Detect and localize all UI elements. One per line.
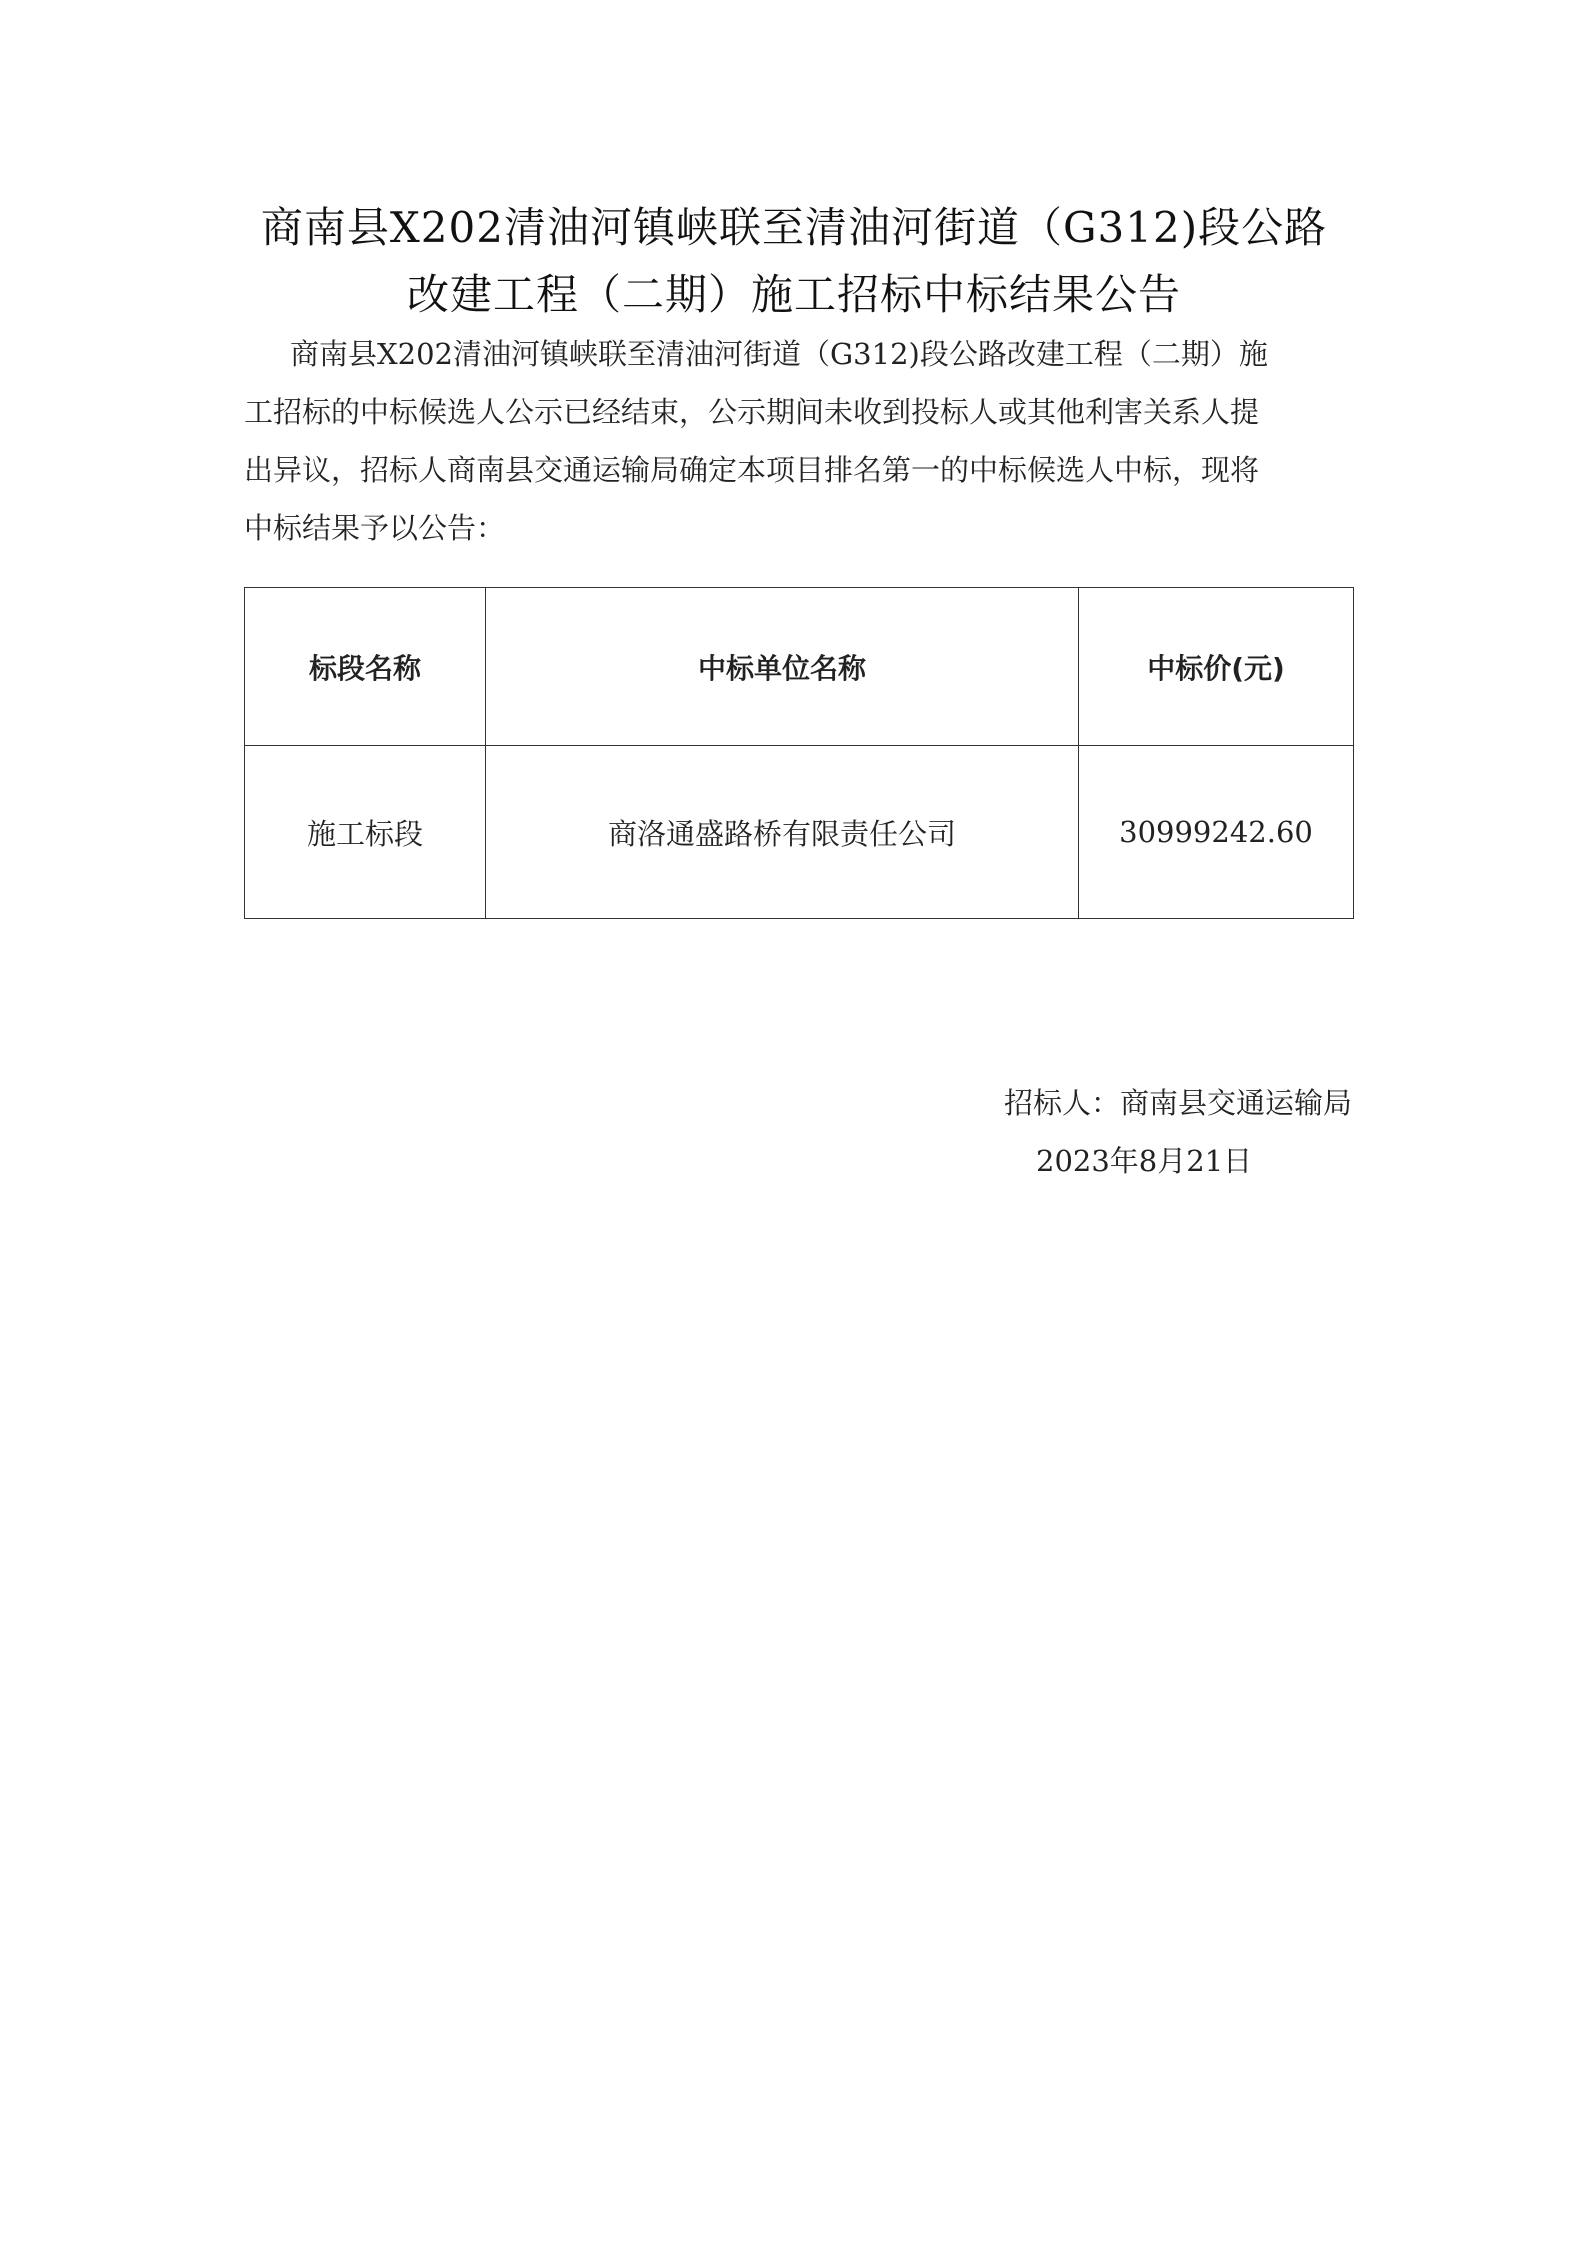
body-paragraph-line-2: 工招标的中标候选人公示已经结束，公示期间未收到投标人或其他利害关系人提 [244, 395, 1260, 429]
cell-winner-name: 商洛通盛路桥有限责任公司 [486, 746, 1079, 919]
header-winner-name: 中标单位名称 [486, 588, 1079, 746]
table-row [245, 746, 1354, 919]
body-paragraph-line-1: 商南县X202清油河镇峡联至清油河街道（G312)段公路改建工程（二期）施 [290, 337, 1268, 371]
document-title-line-1: 商南县X202清油河镇峡联至清油河街道（G312)段公路 [260, 203, 1328, 252]
table-header-row [245, 588, 1354, 746]
winning-bid-table [244, 587, 1354, 919]
header-section-name: 标段名称 [245, 588, 486, 746]
cell-section-name: 施工标段 [245, 746, 486, 919]
cell-bid-price: 30999242.60 [1079, 746, 1354, 919]
body-paragraph-line-3: 出异议，招标人商南县交通运输局确定本项目排名第一的中标候选人中标，现将 [244, 453, 1260, 487]
body-paragraph-line-4: 中标结果予以公告： [244, 511, 506, 545]
document-title-line-2: 改建工程（二期）施工招标中标结果公告 [406, 270, 1181, 319]
tenderer-signature: 招标人：商南县交通运输局 [1003, 1086, 1352, 1120]
announcement-date: 2023年8月21日 [1036, 1144, 1253, 1178]
header-bid-price: 中标价(元) [1079, 588, 1354, 746]
